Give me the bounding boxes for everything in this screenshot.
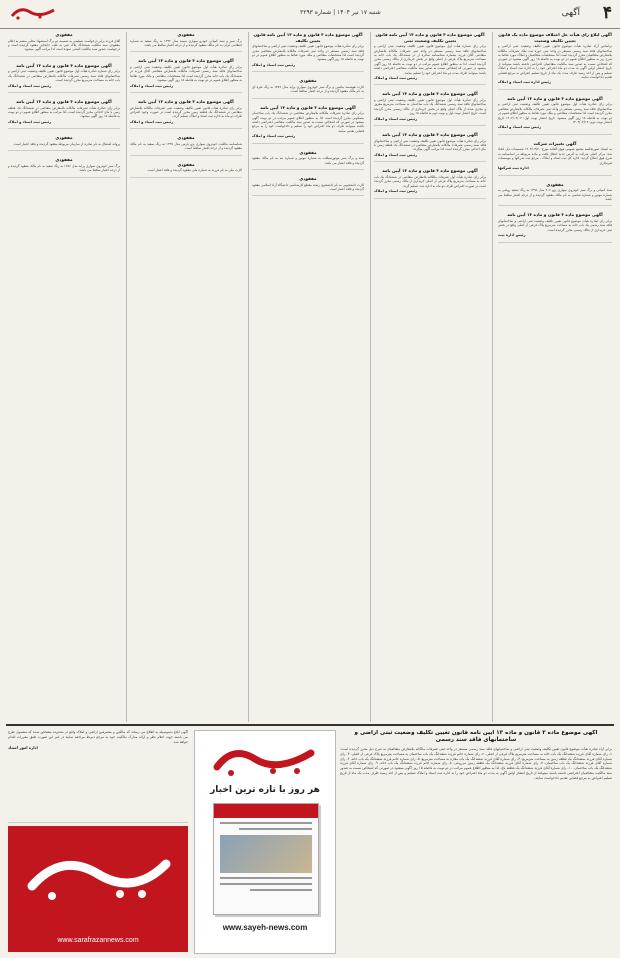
notice-body: برابر رای شماره صادره هیأت اول موضوع قانون تعیین تکلیف وضعیت ثبتی اراضی و ساختمانهای فاقد سند رسمی تصرفات مالکانه بلامعارض متقاضی در ششدانگ یک باب خانه به مساحت مترمربع محرز گردیده است. [8, 69, 120, 83]
notice-title: آگهی موضوع ماده ۳ قانون و ماده ۱۳ آیین نامه [16, 99, 112, 105]
notice-body: به استناد صورتجلسه مجمع عمومی فوق العاده مورخ ۱۴۰۴/۰۳/۲۰ تصمیمات ذیل اتخاذ شد: مرکز اصلی شرکت به آدرس جدید انتقال یافت و ماده مربوطه در اساسنامه به شرح فوق اصلاح گردید. اداره کل ثبت اسناد و املاک - مرجع ثبت شرکتها و موسسات غیرتجاری [498, 147, 612, 165]
notice-column-2 [374, 32, 486, 722]
newspaper-thumbnail [213, 803, 319, 915]
notice [498, 32, 612, 90]
notice-body: برابر رای صادره هیأت اول تصرفات مالکانه بلامعارض متقاضی در ششدانگ یک باب خانه به مساحت مترمربع پلاک فرعی از اصلی خریداری از مالک رسمی محرز گردیده است در صورت اعتراض ظرف دو ماه به اداره ثبت تسلیم گردد. [374, 174, 486, 188]
notice-title: مفقودی [55, 157, 73, 163]
notice [498, 182, 612, 207]
notice-column-4 [130, 32, 242, 722]
notice-title: آگهی موضوع ماده ۳ قانون و ماده ۱۳ آیین نامه قانون تعیین تکلیف [253, 32, 363, 43]
notice-signature: رئیس ثبت اسناد و املاک [374, 189, 418, 194]
notice [498, 212, 612, 242]
notice-signature: رئیس ثبت اسناد و املاک [374, 152, 418, 157]
notice-body: کارت هوشمند ماشین و برگ سبز خودروی سواری پراید مدل ۱۳۸۹ به رنگ نقره ای به نام مالک مفقود گردیده و از درجه اعتبار ساقط است. [252, 84, 364, 94]
notice-title: آگهی موضوع ماده ۳ قانون و ماده ۱۳ آیین نامه [138, 99, 234, 105]
dateline: شنبه ۱۷ تیر ۱۴۰۴ | شماره ۳۲۹۳ [300, 9, 381, 16]
notice-title: مفقودی [177, 161, 195, 167]
notice-title: آگهی ابلاغ رای هیأت حل اختلاف موضوع ماده یک قانون تعیین تکلیف وضعیت [498, 32, 612, 43]
left-notice [8, 730, 188, 823]
sarafraz-logo [22, 844, 174, 904]
notice [252, 105, 364, 144]
notice-body: آقای فرزند برابر درخواست تسلیمی به ضمیمه دو برگ استشهاد محلی منضم به اعلام مفقودی سند مالکیت ششدانگ پلاک ثبتی به علت جابجایی مفقود گردیده است و درخواست صدور سند مالکیت المثنی نموده است لذا مراتب آگهی میشود. [8, 38, 120, 52]
notice-body: کارت دانشجویی به نام دانشجوی رشته مقطع کارشناسی دانشگاه آزاد اسلامی مفقود گردیده و فاقد اعتبار است. [252, 182, 364, 192]
notice-body: سند و برگ سبز موتورسیکلت به شماره موتور و شماره تنه به نام مالک مفقود گردیده و فاقد اعتبار می باشد. [252, 156, 364, 165]
notice-body: کارت ملی به نام فرزند به شماره ملی مفقود گردیده و فاقد اعتبار است. [146, 168, 242, 173]
notice-body: شناسنامه مالکیت خودروی سواری پژو پارس مدل ۱۳۹۷ به رنگ سفید به نام مالک مفقود گردیده و از درجه اعتبار ساقط است. [130, 141, 242, 151]
notice [374, 168, 486, 198]
notice-signature: رئیس ثبت اسناد و املاک [8, 83, 52, 88]
promo-url[interactable]: www.sayeh-news.com [222, 923, 308, 932]
notice-body: برابر رای صادره هیأت موضوع قانون تعیین تکلیف وضعیت ثبتی اراضی و ساختمانهای فاقد سند رسمی مستقر در واحد ثبتی تصرفات مالکانه بلامعارض متقاضی محرز گردیده است لذا مشخصات متقاضی و ملک مورد تقاضا به منظور اطلاع عموم در دو نوبت به فاصله ۱۵ روز آگهی میشود. [252, 44, 364, 62]
sarafraz-url[interactable]: www.sarafrazannews.com [57, 937, 139, 944]
notice-title: آگهی موضوع ماده ۳ قانون و ماده ۱۳ آیین نامه [382, 91, 478, 97]
notice-body: برابر رای صادره هیأت موضوع قانون تعیین تکلیف وضعیت ثبتی اراضی و ساختمانهای فاقد سند رسمی یک باب خانه به مساحت مترمربع پلاک فرعی از اصلی واقع در بخش ثبتی خریداری از مالک رسمی محرز گردیده است. [498, 218, 612, 232]
notice-signature: رئیس ثبت اسناد و املاک [374, 116, 418, 121]
notice-signature: رئیس اداره ثبت اسناد و املاک [498, 80, 551, 85]
notice-signature: رئیس ثبت اسناد و املاک [130, 83, 174, 88]
notice [498, 96, 612, 135]
notice-signature: رئیس ثبت اسناد و املاک [498, 125, 542, 130]
notice-column-3 [252, 32, 364, 722]
notice [252, 32, 364, 72]
notice [130, 58, 242, 93]
page-number: ۴ [602, 3, 612, 23]
main-notice-body: برابر آراء صادره هیأت موضوع قانون تعیین تکلیف وضعیت ثبتی اراضی و ساختمانهای فاقد سند رسمی مستقر در واحد ثبتی تصرفات مالکانه بلامعارض متقاضیان به شرح ذیل محرز گردیده است: ۱- رای شماره آقای فرزند ششدانگ یک باب خانه به مساحت مترمربع پلاک فرعی از اصلی. ۲- رای شماره خانم فرزند ششدانگ یک باب ساختمان به مساحت مترمربع پلاک فرعی از اصلی. ۳- رای شماره آقای فرزند ششدانگ یک قطعه زمین به مساحت مترمربع. ۴- رای شماره آقای فرزند ششدانگ یک باب مغازه به مساحت مترمربع. ۵- رای شماره خانم فرزند ششدانگ یک باب خانه. ۶- رای شماره آقای فرزند ششدانگ یک باب ساختمان. ۷- رای شماره آقای فرزند ششدانگ یک قطعه زمین مزروعی. ۸- رای شماره خانم فرزند ششدانگ یک باب خانه. ۹- رای شماره آقای فرزند ششدانگ یک باب ساختمان. ۱۰- رای شماره آقای فرزند ششدانگ یک قطعه باغ. لذا به منظور اطلاع عموم مراتب در دو نوبت به فاصله ۱۵ روز آگهی میشود در صورتی که اشخاص نسبت به صدور سند مالکیت متقاضیان اعتراضی داشته باشند میتوانند از تاریخ انتشار اولین آگهی به مدت دو ماه اعتراض خود را به اداره ثبت اسناد و املاک تسلیم و پس از اخذ رسید ظرف مدت یک ماه از تاریخ تسلیم اعتراض به مرجع قضایی تقدیم دادخواست نمایند. [340, 747, 612, 780]
main-notice [340, 730, 612, 952]
section-name: آگهی [561, 8, 580, 18]
notice-title: آگهی موضوع ماده ۳ قانون و ماده ۱۳ آیین نامه [138, 58, 234, 64]
notice-signature: اداره ثبت شرکتها [498, 166, 529, 171]
notice [8, 32, 120, 57]
notice [130, 32, 242, 52]
left-notice-body: آگهی ابلاغ بدینوسیله به اطلاع می رساند که مالکین و متصرفین اراضی و املاک واقع در محدوده مشخص شده که مشمول طرح می باشند جهت اعلام نظر و ارائه مدارک مالکیت خود به مرجع ذیربط مراجعه نمایند در غیر این صورت طبق مقررات اقدام خواهد شد. [8, 730, 188, 744]
left-notice-sign: اداره امور اسناد [8, 745, 38, 751]
notice [498, 141, 612, 176]
notice-body: پروانه اشتغال به نام صادره از سازمان مربوطه مفقود گردیده و فاقد اعتبار است. [13, 141, 120, 146]
sayeh-logo [211, 741, 319, 779]
notice-title: آگهی موضوع ماده ۳ قانون و ماده ۱۳ آیین نامه [260, 104, 356, 110]
notice-body: براساس آراء صادره هیأت موضوع قانون تعیین تکلیف وضعیت ثبتی اراضی و ساختمانهای فاقد سند رسمی مستقر در واحد ثبتی حوزه ثبت ملک تصرفات مالکانه بلامعارض متقاضیان محرز گردیده است لذا مشخصات متقاضیان و املاک مورد تقاضا به شرح زیر به منظور اطلاع عموم در دو نوبت به فاصله ۱۵ روز آگهی میشود در صورتی که اشخاص نسبت به صدور سند مالکیت متقاضیان اعتراضی داشته باشند میتوانند از تاریخ انتشار اولین آگهی به مدت دو ماه اعتراض خود را به اداره ثبت اسناد و املاک تسلیم و پس از اخذ رسید ظرف مدت یک ماه از تاریخ تسلیم اعتراض به مرجع قضایی تقدیم دادخواست نمایند. [498, 44, 612, 80]
notice [252, 176, 364, 196]
notice-title: مفقودی [177, 135, 195, 141]
notice-body: برابر رای صادره هیأت قانون تعیین تکلیف وضعیت ثبتی تصرفات مالکانه بلامعارض متقاضی در ششدانگ یک قطعه زمین محرز گردیده است در صورت وجود اعتراض ظرف دو ماه به اداره ثبت اسناد و املاک تسلیم گردد. [130, 105, 242, 119]
notice [130, 135, 242, 155]
notice-signature: رئیس ثبت اسناد و املاک [252, 134, 296, 139]
notice-title: آگهی موضوع ماده ۳ قانون و ماده ۱۳ آیین نامه [382, 168, 478, 174]
notice [130, 162, 242, 178]
notice-body: برابر رای صادره هیأت اول موضوع قانون تعیین تکلیف وضعیت ثبتی اراضی و ساختمانهای فاقد سند رسمی تصرفات مالکانه بلامعارض متقاضی آقای فرزند در ششدانگ یک باب خانه محرز گردیده است لذا مشخصات متقاضی و ملک مورد تقاضا به منظور اطلاع عموم در دو نوبت به فاصله ۱۵ روز آگهی میشود. [130, 65, 242, 83]
notice-signature: رئیس ثبت اسناد و املاک [130, 119, 174, 124]
notice [8, 63, 120, 93]
notice-title: آگهی موضوع ماده ۳ قانون و ماده ۱۳ آیین نامه [16, 62, 112, 68]
notice [130, 99, 242, 129]
notice-title: آگهی موضوع ماده ۳ قانون و ماده ۱۳ آیین نامه [382, 132, 478, 138]
notice-column-5 [8, 32, 120, 722]
notice-title: مفقودی [55, 32, 73, 37]
notice [8, 157, 120, 177]
notice [8, 99, 120, 129]
masthead-logo [10, 4, 56, 22]
notice-body: سند کمپانی و برگ سبز خودروی سواری پژو ۲۰۶ مدل ۱۳۹۵ به رنگ سفید روغنی به شماره موتور و شماره شاسی به نام مالک مفقود گردیده و از درجه اعتبار ساقط می باشد. [498, 188, 612, 201]
notice-body: برابر رای صادره هیأت موضوع قانون تعیین تکلیف وضعیت ثبتی اراضی و ساختمانهای فاقد سند رسمی تصرفات مالکانه بلامعارض متقاضی در ششدانگ یک قطعه زمین با بنای احداثی محرز گردیده است لذا مراتب آگهی میگردد. [374, 138, 486, 152]
notice [252, 150, 364, 170]
main-notice-title: آگهی موضوع ماده ۳ قانون و ماده ۱۳ آیین نامه قانون تعیین تکلیف وضعیت ثبتی اراضی و ساختمانهای فاقد سند رسمی [354, 730, 598, 743]
notice-body: برابر رای صادره هیأت تصرفات مالکانه بلامعارض متقاضی در ششدانگ یک قطعه زمین با بنای احداثی محرز گردیده است. لذا مراتب به منظور اطلاع عموم در دو نوبت به فاصله ۱۵ روز آگهی میشود. [8, 105, 120, 119]
notice-title: آگهی موضوع ماده ۳ قانون و ماده ۱۳ آیین نامه [507, 95, 603, 101]
notice [374, 132, 486, 162]
notice [252, 78, 364, 98]
notice-title: مفقودی [55, 135, 73, 141]
sayeh-promo [194, 730, 336, 954]
notice-body: برابر رای صادره تصرفات مالکانه بلامعارض متقاضی در ششدانگ یک باب ساختمان مسکونی محرز گردیده است لذا به منظور اطلاع عموم مراتب در دو نوبت آگهی میشود در صورتی که اشخاص نسبت به صدور سند مالکیت متقاضی اعتراضی داشته باشند میتوانند ظرف دو ماه اعتراض خود را تسلیم و دادخواست خود را به مرجع قضایی تقدیم نمایند. [252, 111, 364, 133]
notice-signature: رئیس ثبت اسناد و املاک [252, 62, 296, 67]
notice-body: برابر رای شماره هیأت اول موضوع قانون تعیین تکلیف وضعیت ثبتی اراضی و ساختمانهای فاقد سند رسمی مستقر در واحد ثبتی تصرفات مالکانه بلامعارض متقاضی آقای فرزند بشماره شناسنامه صادره از در ششدانگ یک باب خانه به مساحت مترمربع پلاک فرعی از اصلی واقع در بخش خریداری از مالک رسمی محرز گردیده است. لذا به منظور اطلاع عموم مراتب در دو نوبت به فاصله ۱۵ روز آگهی میشود در صورتی که اشخاص نسبت به صدور سند مالکیت متقاضی اعتراضی داشته باشند میتوانند ظرف مدت دو ماه اعتراض خود را تسلیم نمایند. [374, 44, 486, 75]
notice-title: آگهی موضوع ماده ۳ قانون و ماده ۱۳ آیین نامه [507, 212, 603, 218]
notice-signature: رئیس ثبت اسناد و املاک [8, 119, 52, 124]
notice-title: مفقودی [299, 78, 317, 84]
notice-title: آگهی موضوع ماده ۳ قانون و ماده ۱۳ آیین نامه قانون تعیین تکلیف وضعیت ثبتی [375, 32, 485, 43]
notice-title: مفقودی [177, 32, 195, 37]
notice-body: برابر رای صادره هیأت اول موضوع قانون تعیین تکلیف وضعیت ثبتی اراضی و ساختمانهای فاقد سند رسمی مستقر در واحد ثبتی تصرفات مالکانه بلامعارض متقاضی محرز گردیده است لذا مشخصات متقاضی و ملک مورد تقاضا به منظور اطلاع عموم در دو نوبت به فاصله ۱۵ روز آگهی میشود. تاریخ انتشار نوبت اول: ۱۴۰۴/۰۴/۰۲ تاریخ انتشار نوبت دوم: ۱۴۰۴/۰۴/۱۷ [498, 102, 612, 125]
notice [374, 91, 486, 126]
promo-tagline: هر روز با تازه ترین اخبار [210, 785, 320, 795]
notice [374, 32, 486, 85]
notice-column-1 [498, 32, 612, 722]
notice-body: برگ سبز خودروی سواری پراید مدل ۱۳۸۶ به رنگ سفید به نام مالک مفقود گردیده و از درجه اعتبار ساقط می باشد. [8, 163, 120, 173]
sarafraz-ad [8, 826, 188, 952]
notice-title: مفقودی [299, 149, 317, 155]
notice-title: آگهی تغییرات شرکت [533, 140, 577, 146]
notice-title: مفقودی [546, 181, 564, 187]
notice-body: برگ سبز و سند کمپانی خودرو سواری سمند مدل ۱۳۹۲ به رنگ سفید به شماره انتظامی ایران به نام مالک مفقود گردیده و از درجه اعتبار ساقط می باشد. [130, 38, 242, 47]
notice-signature: رئیس اداره ثبت [498, 233, 526, 238]
notice-body: برابر رای صادره هیأت اول موضوع قانون تعیین تکلیف وضعیت ثبتی اراضی و ساختمانهای فاقد سند رسمی ششدانگ یک باب ساختمان به مساحت مترمربع مفروز و مجزی شده از پلاک اصلی واقع در بخش خریداری از مالک رسمی محرز گردیده است. تاریخ انتشار نوبت اول و نوبت دوم به فاصله ۱۵ روز. [374, 98, 486, 116]
notice [8, 135, 120, 151]
section-divider [6, 724, 614, 726]
page-header [0, 0, 620, 29]
notice-signature: رئیس ثبت اسناد و املاک [374, 76, 418, 81]
notice-title: مفقودی [299, 176, 317, 182]
